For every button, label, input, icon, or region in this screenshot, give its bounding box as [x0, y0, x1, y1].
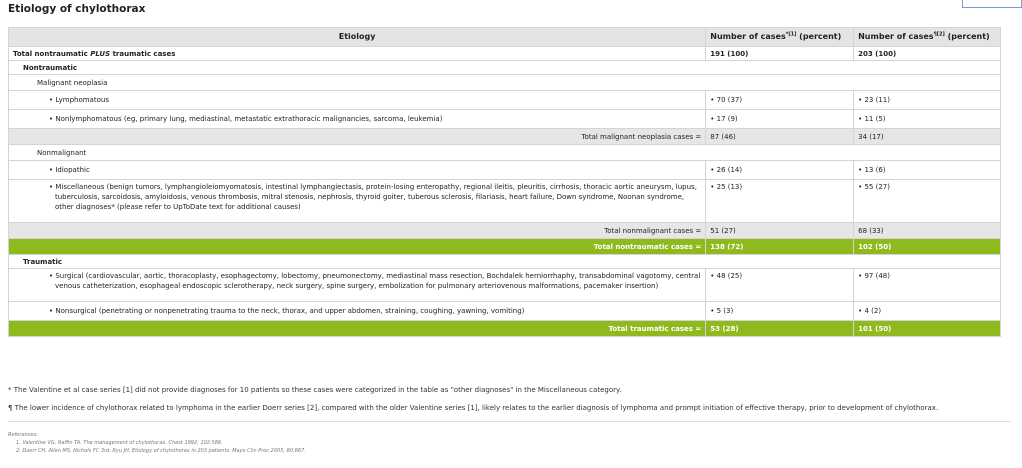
- footnote-star: * The Valentine et al case series [1] did not provide diagnoses for 10 patients so these cases were categorized in the table as "other diagnoses" in the Miscellaneous category.: [8, 386, 622, 394]
- subsection-nonmalignant: Nonmalignant: [9, 145, 1001, 161]
- reference-item: 1. Valentine VG, Raffin TA. The management of chylothorax. Chest 1992; 102:586.: [16, 440, 223, 446]
- section-traumatic: Traumatic: [9, 255, 1001, 269]
- row-label: • Nonlymphomatous (eg, primary lung, mediastinal, metastatic extrathoracic malignancies, sarcoma, leukemia): [9, 110, 706, 129]
- subtotal-label: Total nonmalignant cases =: [9, 223, 706, 239]
- subtotal-v1: 51 (27): [706, 223, 854, 239]
- total-row: [9, 239, 1001, 255]
- subtotal-v2: 68 (33): [854, 223, 1001, 239]
- row-v1: • 70 (37): [706, 91, 854, 110]
- row-label: • Nonsurgical (penetrating or nonpenetrating trauma to the neck, thorax, and upper abdomen, straining, coughing, yawning, vomiting): [9, 302, 706, 321]
- subtotal-row: [9, 129, 1001, 145]
- table-row: [9, 110, 1001, 129]
- total-v2: 101 (50): [854, 321, 1001, 337]
- total-v1: 53 (28): [706, 321, 854, 337]
- row-label: • Lymphomatous: [9, 91, 706, 110]
- row-v1: • 26 (14): [706, 161, 854, 180]
- references: [8, 431, 306, 455]
- reference-item: 2. Doerr CH, Allen MS, Nichols FC 3rd, Ryu JH. Etiology of chylothorax in 203 patients. Mayo Clin Proc 2005; 80:867.: [16, 448, 306, 454]
- row-v1: • 48 (25): [706, 269, 854, 302]
- row-v2: • 23 (11): [854, 91, 1001, 110]
- header-etiology: Etiology: [9, 28, 706, 47]
- total-all-v1: 191 (100): [706, 47, 854, 61]
- row-v1: • 5 (3): [706, 302, 854, 321]
- total-row: [9, 321, 1001, 337]
- row-v2: • 97 (48): [854, 269, 1001, 302]
- table-row: [9, 180, 1001, 223]
- section-row: [9, 255, 1001, 269]
- subtotal-v1: 87 (46): [706, 129, 854, 145]
- row-v2: • 55 (27): [854, 180, 1001, 223]
- table-row: [9, 302, 1001, 321]
- total-v1: 138 (72): [706, 239, 854, 255]
- total-v2: 102 (50): [854, 239, 1001, 255]
- row-v1: • 25 (13): [706, 180, 854, 223]
- subsection-malignant: Malignant neoplasia: [9, 75, 1001, 91]
- etiology-table: [8, 27, 1001, 337]
- subtotal-label: Total malignant neoplasia cases =: [9, 129, 706, 145]
- row-v2: • 13 (6): [854, 161, 1001, 180]
- section-row: [9, 61, 1001, 75]
- subsection-row: [9, 75, 1001, 91]
- subtotal-row: [9, 223, 1001, 239]
- section-nontraumatic: Nontraumatic: [9, 61, 1001, 75]
- row-v2: • 4 (2): [854, 302, 1001, 321]
- footnote-pilcrow: ¶ The lower incidence of chylothorax related to lymphoma in the earlier Doerr series [2], compared with the older Valentine series [1], likely relates to the earlier diagnosis of lymphoma and prompt initiation of effective therapy, prior to development of chylothorax.: [8, 404, 939, 412]
- subtotal-v2: 34 (17): [854, 129, 1001, 145]
- corner-button[interactable]: [962, 0, 1022, 8]
- page-title: Etiology of chylothorax: [8, 3, 146, 15]
- table-header-row: [9, 28, 1001, 47]
- row-label: • Miscellaneous (benign tumors, lymphangioleiomyomatosis, intestinal lymphangiectasis, protein-losing enteropathy, regional ileitis, pleuritis, cirrhosis, thoracic aortic aneurysm, lupus, tuberculosis, sarcoidosis, amyloidosis, venous thrombosis, mitral stenosis, nephrosis, thyroid goiter, tuberous sclerosis, filariasis, heart failure, Down syndrome, Noonan syndrome, other diagnoses* (please refer to UpToDate text for additional causes): [9, 180, 706, 223]
- row-label: • Idiopathic: [9, 161, 706, 180]
- row-v1: • 17 (9): [706, 110, 854, 129]
- references-label: References:: [8, 432, 38, 438]
- table-row: [9, 47, 1001, 61]
- footnotes: [8, 385, 1008, 421]
- table-row: [9, 91, 1001, 110]
- total-all-label: Total nontraumatic PLUS traumatic cases: [9, 47, 706, 61]
- divider: [8, 421, 1011, 422]
- row-v2: • 11 (5): [854, 110, 1001, 129]
- total-all-v2: 203 (100): [854, 47, 1001, 61]
- table-row: [9, 269, 1001, 302]
- header-cases-series1: Number of cases$^{*[1]}$ (percent): [706, 28, 854, 47]
- total-label: Total nontraumatic cases =: [9, 239, 706, 255]
- row-label: • Surgical (cardiovascular, aortic, thoracoplasty, esophagectomy, lobectomy, pneumonectomy, mediastinal mass resection, Bochdalek herniorrhaphy, transabdominal vagotomy, central venous catheterization, esophageal endoscopic sclerotherapy, neck surgery, spine surgery, embolization for pulmonary arteriovenous malformations, pacemaker insertion): [9, 269, 706, 302]
- header-cases-series2: Number of cases$^{\P[2]}$ (percent): [854, 28, 1001, 47]
- table-row: [9, 161, 1001, 180]
- subsection-row: [9, 145, 1001, 161]
- total-label: Total traumatic cases =: [9, 321, 706, 337]
